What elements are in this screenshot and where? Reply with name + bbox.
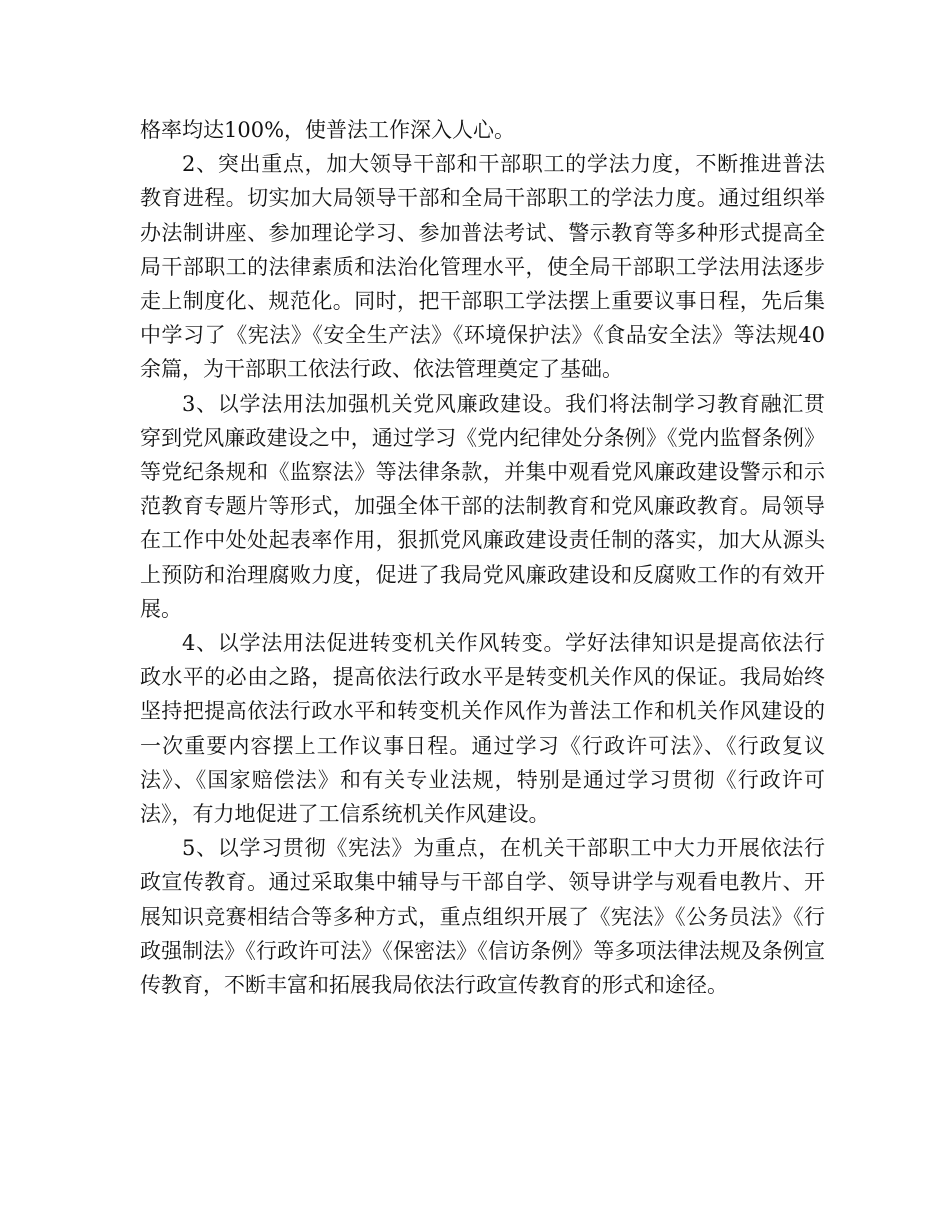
- document-body: [140, 113, 825, 1002]
- paragraph-continuation: 格率均达100%，使普法工作深入人心。: [140, 118, 516, 142]
- paragraph-item-2: 2、突出重点，加大领导干部和干部职工的学法力度，不断推进普法教育进程。切实加大局领导干部和全局干部职工的学法力度。通过组织举办法制讲座、参加理论学习、参加普法考试、警示教育等多种形式提高全局干部职工的法律素质和法治化管理水平，使全局干部职工学法用法逐步走上制度化、规范化。同时，把干部职工学法摆上重要议事日程，先后集中学习了《宪法》《安全生产法》《环境保护法》《食品安全法》等法规40余篇，为干部职工依法行政、依法管理奠定了基础。: [140, 152, 825, 382]
- paragraph-item-5: 5、以学习贯彻《宪法》为重点，在机关干部职工中大力开展依法行政宣传教育。通过采取集中辅导与干部自学、领导讲学与观看电教片、开展知识竞赛相结合等多种方式，重点组织开展了《宪法》《公务员法》《行政强制法》《行政许可法》《保密法》《信访条例》等多项法律法规及条例宣传教育，不断丰富和拓展我局依法行政宣传教育的形式和途径。: [140, 836, 825, 998]
- paragraph-item-3: 3、以学法用法加强机关党风廉政建设。我们将法制学习教育融汇贯穿到党风廉政建设之中，通过学习《党内纪律处分条例》《党内监督条例》等党纪条规和《监察法》等法律条款，并集中观看党风廉政建设警示和示范教育专题片等形式，加强全体干部的法制教育和党风廉政教育。局领导在工作中处处起表率作用，狠抓党风廉政建设责任制的落实，加大从源头上预防和治理腐败力度，促进了我局党风廉政建设和反腐败工作的有效开展。: [140, 391, 825, 621]
- paragraph-item-4: 4、以学法用法促进转变机关作风转变。学好法律知识是提高依法行政水平的必由之路，提高依法行政水平是转变机关作风的保证。我局始终坚持把提高依法行政水平和转变机关作风作为普法工作和机关作风建设的一次重要内容摆上工作议事日程。通过学习《行政许可法》、《行政复议法》、《国家赔偿法》和有关专业法规，特别是通过学习贯彻《行政许可法》，有力地促进了工信系统机关作风建设。: [140, 631, 825, 827]
